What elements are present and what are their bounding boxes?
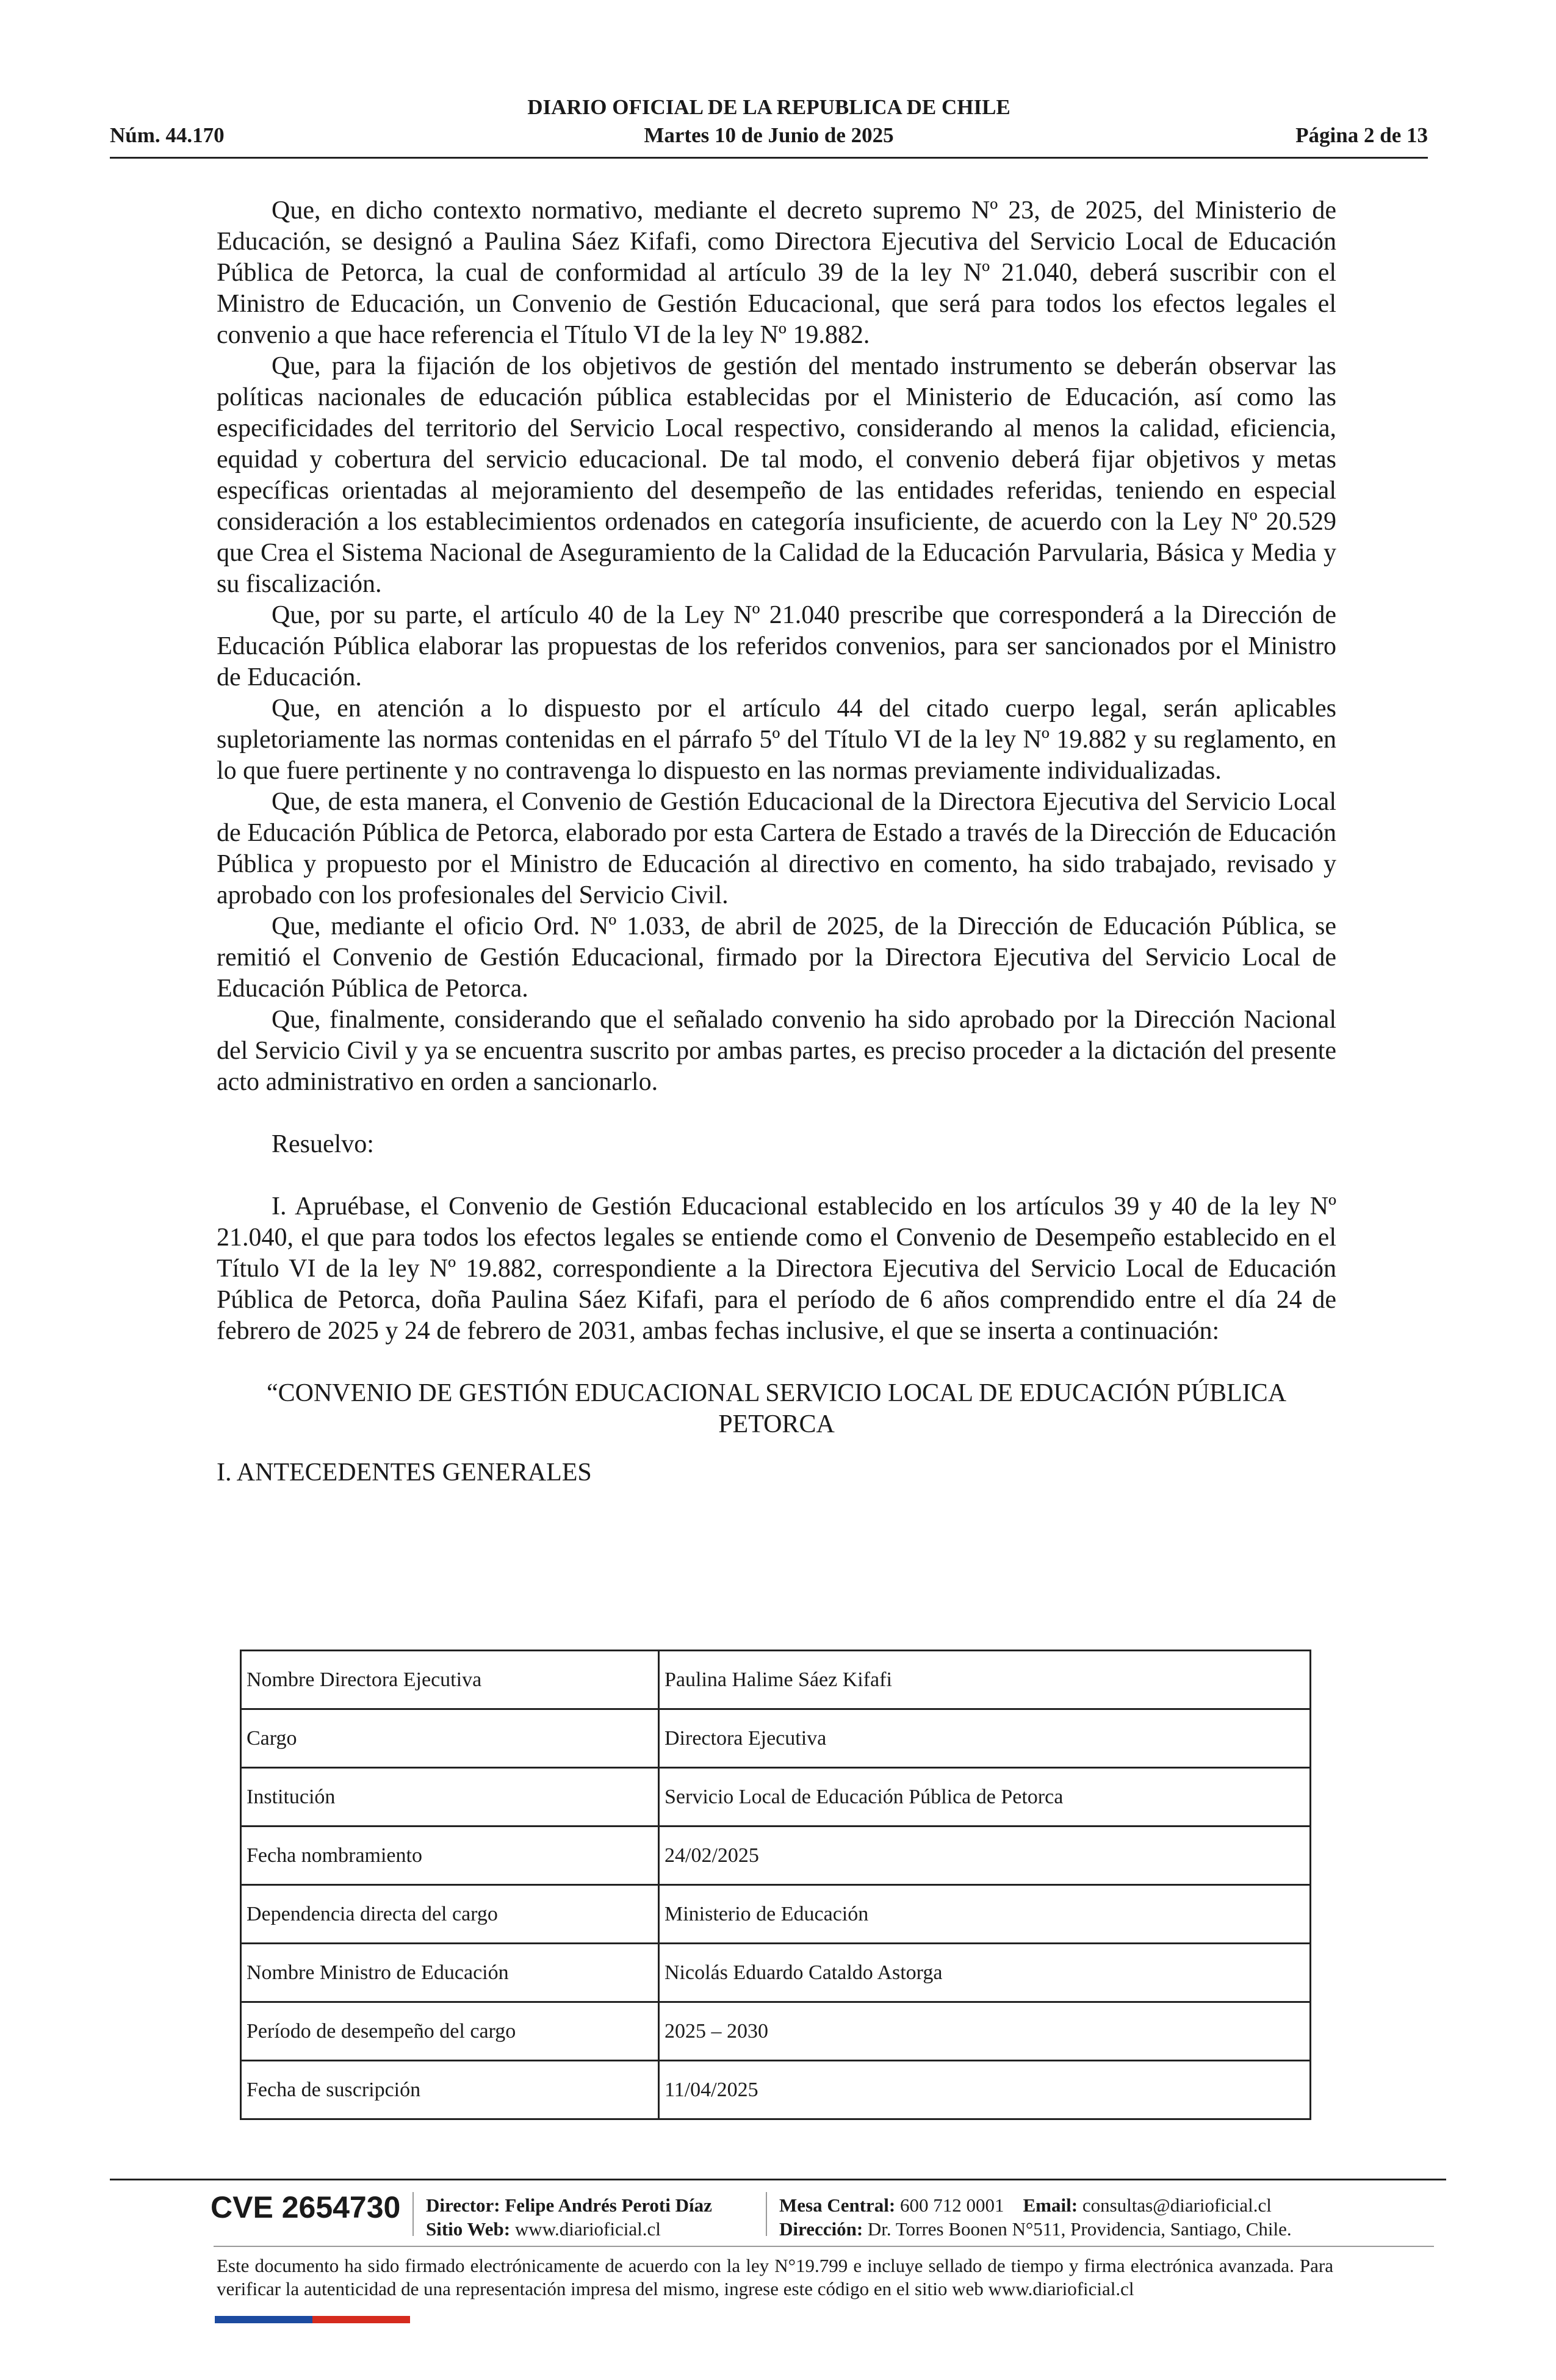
table-value: 11/04/2025: [659, 2061, 1311, 2119]
web-label: Sitio Web:: [426, 2218, 511, 2240]
flag-stripe-blue: [215, 2316, 312, 2323]
footer-separator: [412, 2192, 414, 2236]
issue-number: Núm. 44.170: [110, 123, 225, 147]
table-label: Fecha nombramiento: [241, 1826, 659, 1885]
table-row: [241, 2061, 1311, 2119]
paragraph: Que, en dicho contexto normativo, mediante el decreto supremo Nº 23, de 2025, del Ministerio de Educación, se designó a Paulina Sáez Kifafi, como Directora Ejecutiva del Servicio Local de Educación Pública de Petorca, la cual de conformidad al artículo 39 de la ley Nº 21.040, deberá suscribir con el Ministro de Educación, un Convenio de Gestión Educacional, que será para todos los efectos legales el convenio a que hace referencia el Título VI de la ley Nº 19.882.: [217, 197, 1336, 349]
table-label: Dependencia directa del cargo: [241, 1885, 659, 1944]
mesa-phone: 600 712 0001: [900, 2194, 1004, 2216]
director-label: Director:: [426, 2194, 500, 2216]
table-label: Nombre Directora Ejecutiva: [241, 1651, 659, 1709]
resolution-article: I. Apruébase, el Convenio de Gestión Educacional establecido en los artículos 39 y 40 de la ley Nº 21.040, el que para todos los efectos legales se entiende como el Convenio de Desempeño establecido en el Título VI de la ley Nº 19.882, correspondiente a la Directora Ejecutiva del Servicio Local de Educación Pública de Petorca, doña Paulina Sáez Kifafi, para el período de 6 años comprendido entre el día 24 de febrero de 2025 y 24 de febrero de 2031, ambas fechas inclusive, el que se inserta a continuación:: [217, 1192, 1336, 1345]
page-indicator: Página 2 de 13: [1295, 123, 1428, 147]
footer-divider-secondary: [214, 2246, 1434, 2247]
address-label: Dirección:: [779, 2218, 863, 2240]
resuelvo-heading: Resuelvo:: [272, 1130, 374, 1158]
table-row: [241, 1651, 1311, 1709]
table-row: [241, 1826, 1311, 1885]
table-label: Cargo: [241, 1709, 659, 1768]
table-value: 2025 – 2030: [659, 2002, 1311, 2061]
footer-separator: [766, 2192, 767, 2236]
paragraph: Que, mediante el oficio Ord. Nº 1.033, de abril de 2025, de la Dirección de Educación Pública, se remitió el Convenio de Gestión Educacional, firmado por la Directora Ejecutiva del Servicio Local de Educación Pública de Petorca.: [217, 912, 1336, 1003]
page-header: [110, 92, 1428, 159]
issue-date: Martes 10 de Junio de 2025: [644, 123, 894, 147]
legal-notice: Este documento ha sido firmado electrónicamente de acuerdo con la ley N°19.799 e incluye sellado de tiempo y firma electrónica avanzada. Para verificar la autenticidad de una representación impresa del mismo, ingrese este código en el sitio web www.diarioficial.cl: [217, 2255, 1333, 2299]
table-value: Directora Ejecutiva: [659, 1709, 1311, 1768]
footer-contact-block: [779, 2193, 1292, 2241]
table-row: [241, 1709, 1311, 1768]
director-name: Felipe Andrés Peroti Díaz: [505, 2194, 712, 2216]
table-value: Paulina Halime Sáez Kifafi: [659, 1651, 1311, 1709]
mesa-label: Mesa Central:: [779, 2194, 896, 2216]
convenio-title: “CONVENIO DE GESTIÓN EDUCACIONAL SERVICIO LOCAL DE EDUCACIÓN PÚBLICA PETORCA: [266, 1379, 1287, 1438]
section-heading: I. ANTECEDENTES GENERALES: [217, 1459, 592, 1487]
paragraph: Que, de esta manera, el Convenio de Gestión Educacional de la Directora Ejecutiva del Servicio Local de Educación Pública de Petorca, elaborado por esta Cartera de Estado a través de la Dirección de Educación Pública y propuesto por el Ministro de Educación al directivo en comento, ha sido trabajado, revisado y aprobado con los profesionales del Servicio Civil.: [217, 788, 1336, 909]
paragraph: Que, en atención a lo dispuesto por el artículo 44 del citado cuerpo legal, serán aplicables supletoriamente las normas contenidas en el párrafo 5º del Título VI de la ley Nº 19.882 y su reglamento, en lo que fuere pertinente y no contravenga lo dispuesto en las normas previamente individualizadas.: [217, 694, 1336, 785]
table-row: [241, 2002, 1311, 2061]
cve-code: CVE 2654730: [211, 2190, 401, 2224]
paragraph: Que, para la fijación de los objetivos de gestión del mentado instrumento se deberán observar las políticas nacionales de educación pública establecidas por el Ministerio de Educación, así como las especificidades del territorio del Servicio Local respectivo, considerando al menos la calidad, eficiencia, equidad y cobertura del servicio educacional. De tal modo, el convenio deberá fijar objetivos y metas específicas orientadas al mejoramiento del desempeño de las entidades referidas, teniendo en especial consideración a los establecimientos ordenados en categoría insuficiente, de acuerdo con la Ley Nº 20.529 que Crea el Sistema Nacional de Aseguramiento de la Calidad de la Educación Parvularia, Básica y Media y su fiscalización.: [217, 352, 1336, 598]
table-label: Institución: [241, 1768, 659, 1826]
table-value: 24/02/2025: [659, 1826, 1311, 1885]
table-label: Período de desempeño del cargo: [241, 2002, 659, 2061]
flag-stripe-red: [312, 2316, 410, 2323]
table-row: [241, 1944, 1311, 2002]
paragraph: Que, por su parte, el artículo 40 de la Ley Nº 21.040 prescribe que corresponderá a la Dirección de Educación Pública elaborar las propuestas de los referidos convenios, para ser sancionados por el Ministro de Educación.: [217, 601, 1336, 691]
table-label: Fecha de suscripción: [241, 2061, 659, 2119]
table-value: Ministerio de Educación: [659, 1885, 1311, 1944]
web-link[interactable]: www.diarioficial.cl: [514, 2218, 661, 2240]
document-body: [217, 195, 1336, 1488]
email-label: Email:: [1023, 2194, 1078, 2216]
table-row: [241, 1885, 1311, 1944]
footer-divider: [110, 2179, 1446, 2180]
table-row: [241, 1768, 1311, 1826]
antecedentes-table: [240, 1650, 1311, 2120]
email-link[interactable]: consultas@diarioficial.cl: [1082, 2194, 1272, 2216]
footer-director-block: [426, 2193, 712, 2241]
address-value: Dr. Torres Boonen N°511, Providencia, Santiago, Chile.: [867, 2218, 1292, 2240]
paragraph: Que, finalmente, considerando que el señalado convenio ha sido aprobado por la Dirección Nacional del Servicio Civil y ya se encuentra suscrito por ambas partes, es preciso proceder a la dictación del presente acto administrativo en orden a sancionarlo.: [217, 1006, 1336, 1096]
table-label: Nombre Ministro de Educación: [241, 1944, 659, 2002]
header-divider: [110, 157, 1428, 159]
table-value: Nicolás Eduardo Cataldo Astorga: [659, 1944, 1311, 2002]
newspaper-title: DIARIO OFICIAL DE LA REPUBLICA DE CHILE: [527, 95, 1010, 119]
table-value: Servicio Local de Educación Pública de Petorca: [659, 1768, 1311, 1826]
